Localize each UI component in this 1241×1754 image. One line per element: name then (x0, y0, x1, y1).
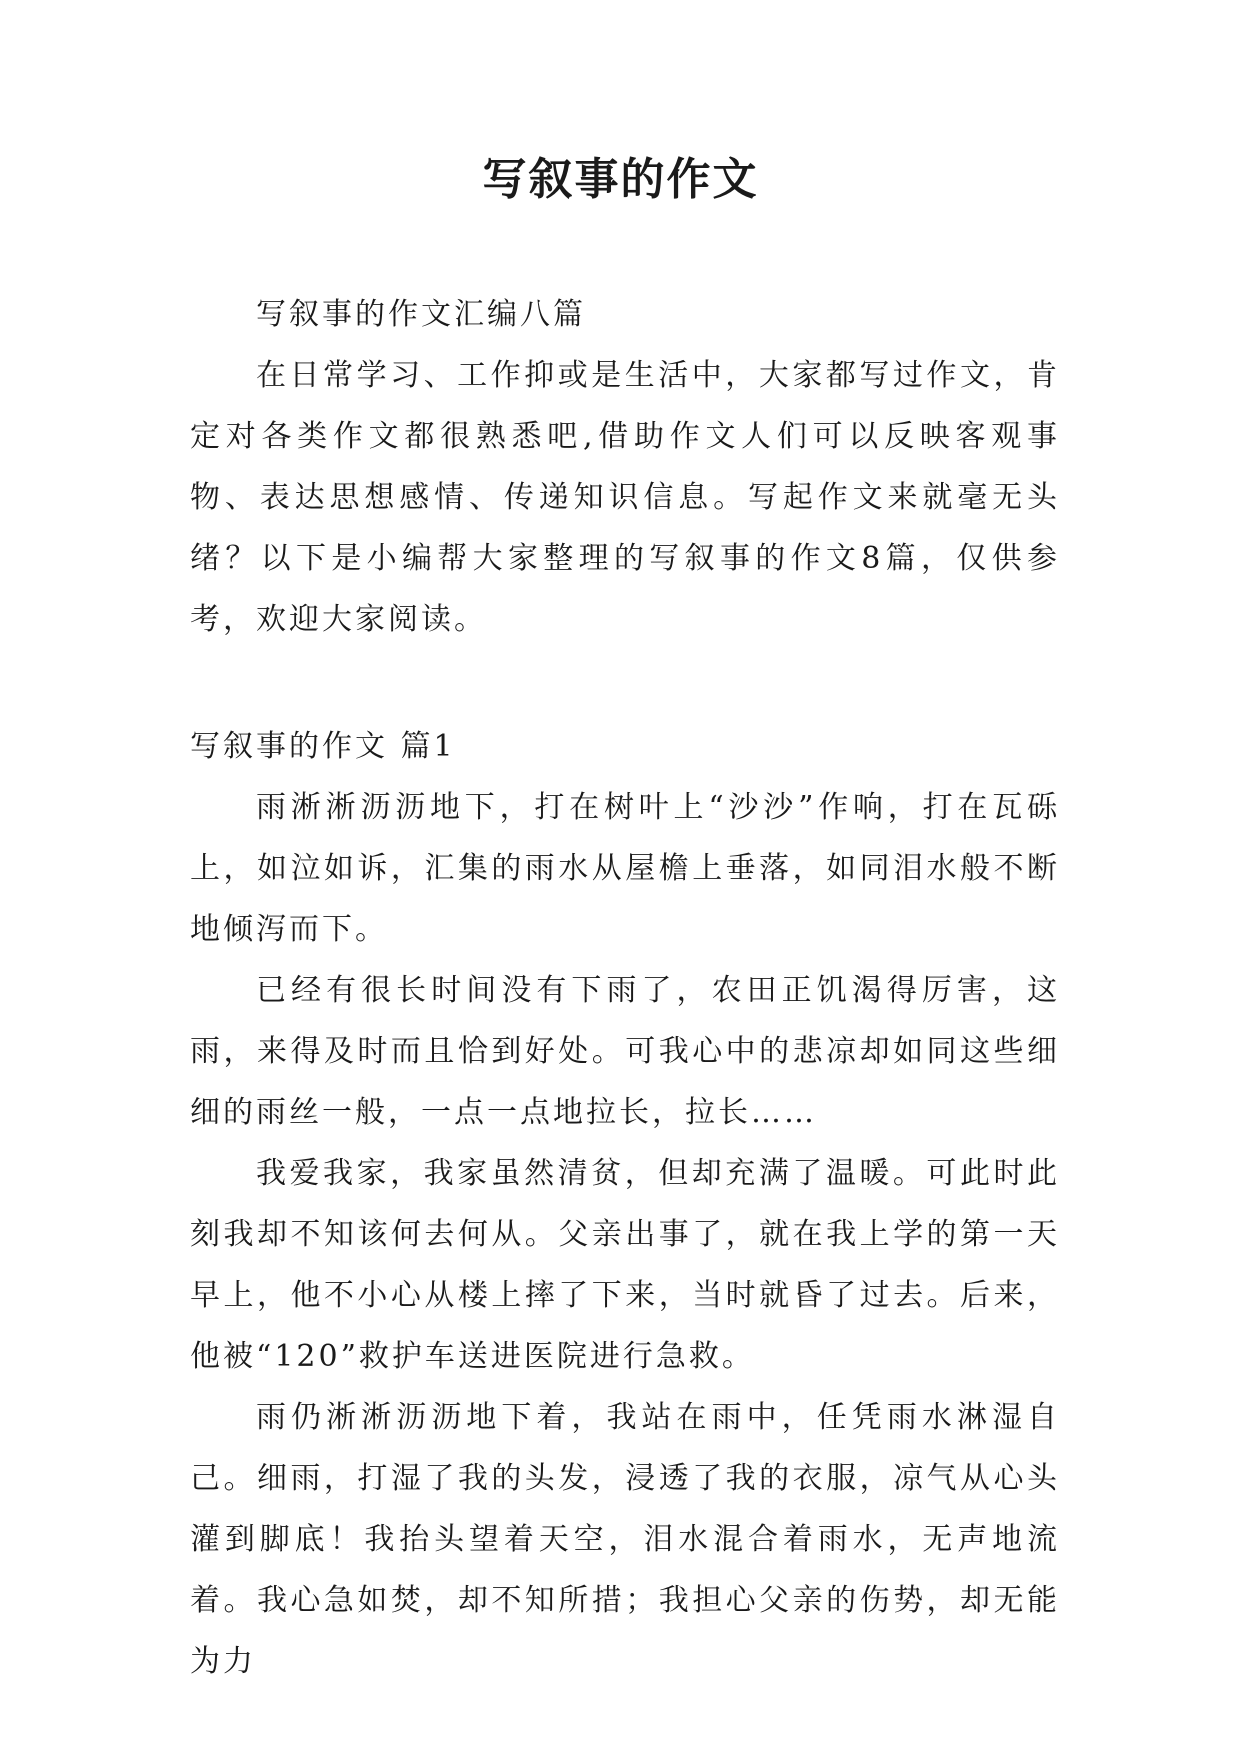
story-paragraph: 已经有很长时间没有下雨了，农田正饥渴得厉害，这雨，来得及时而且恰到好处。可我心中的悲凉却如同这些细细的雨丝一般，一点一点地拉长，拉长…… (190, 973, 1060, 1130)
story-paragraph: 雨淅淅沥沥地下，打在树叶上“沙沙”作响，打在瓦砾上，如泣如诉，汇集的雨水从屋檐上垂落，如同泪水般不断地倾泻而下。 (190, 790, 1060, 947)
document-subtitle: 写叙事的作文汇编八篇 (256, 297, 586, 332)
document-title: 写叙事的作文 (482, 154, 759, 205)
section-spacer (190, 650, 1060, 716)
section-heading: 写叙事的作文 篇1 (190, 729, 456, 764)
story-paragraph: 我爱我家，我家虽然清贫，但却充满了温暖。可此时此刻我却不知该何去何从。父亲出事了，就在我上学的第一天早上，他不小心从楼上摔了下来，当时就昏了过去。后来，他被“120”救护车送进医院进行急救。 (190, 1156, 1060, 1374)
story-paragraph: 雨仍淅淅沥沥地下着，我站在雨中，任凭雨水淋湿自己。细雨，打湿了我的头发，浸透了我的衣服，凉气从心头灌到脚底！我抬头望着天空，泪水混合着雨水，无声地流着。我心急如焚，却不知所措；我担心父亲的伤势，却无能为力 (190, 1400, 1060, 1679)
document-body (190, 284, 1060, 1692)
intro-paragraph: 在日常学习、工作抑或是生活中，大家都写过作文，肯定对各类作文都很熟悉吧,借助作文人们可以反映客观事物、表达思想感情、传递知识信息。写起作文来就毫无头绪？以下是小编帮大家整理的写叙事的作文8篇，仅供参考，欢迎大家阅读。 (190, 358, 1060, 637)
